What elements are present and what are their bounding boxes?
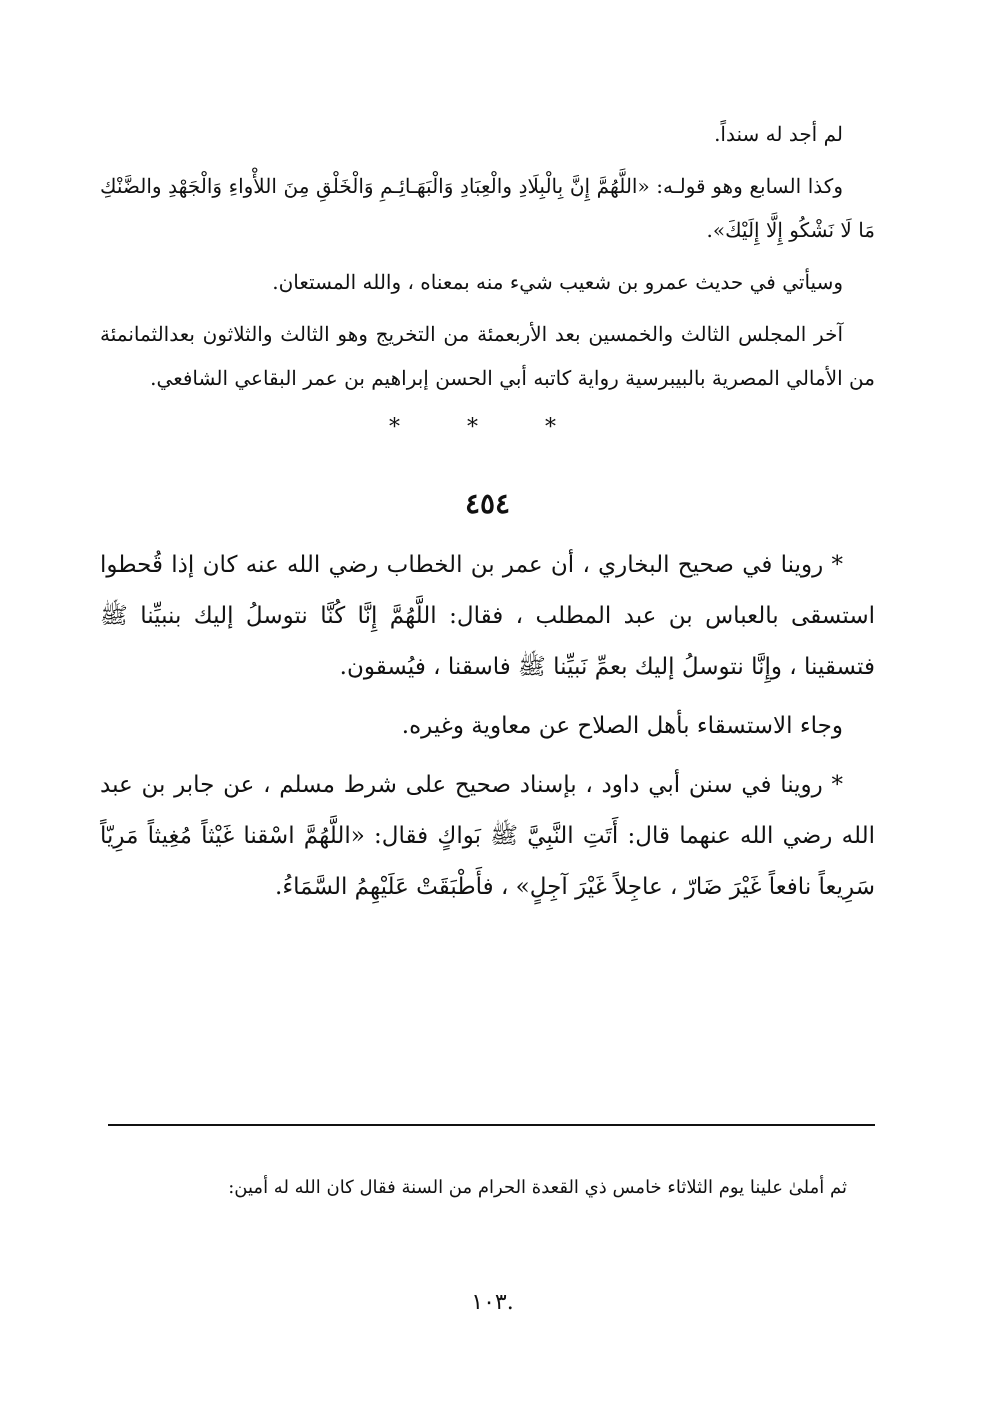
lower-text-block xyxy=(100,540,875,913)
footnote-divider xyxy=(108,1124,875,1126)
paragraph-session-colophon: آخر المجلس الثالث والخمسين بعد الأربعمئة من التخريج وهو الثالث والثلاثون بعدالثمانمئة من الأمالي المصرية بالبيبرسية رواية كاتبه أبي الحسن إبراهيم بن عمر البقاعي الشافعي. xyxy=(100,322,875,390)
footnote-text: ثم أملىٰ علينا يوم الثلاثاء خامس ذي القعدة الحرام من السنة فقال كان الله له أمين: xyxy=(228,1177,847,1198)
paragraph-amr-hadith-reference: وسيأتي في حديث عمرو بن شعيب شيء منه بمعناه ، والله المستعان. xyxy=(272,270,843,294)
footnote xyxy=(100,1170,875,1206)
section-separator: * * * xyxy=(389,415,586,440)
paragraph-no-sanad: لم أجد له سنداً. xyxy=(714,122,843,146)
upper-text-block xyxy=(100,112,875,400)
paragraph-bukhari-hadith: * روينا في صحيح البخاري ، أن عمر بن الخطاب رضي الله عنه كان إذا قُحطوا استسقى بالعباس بن عبد المطلب ، فقال: اللَّهُمَّ إِنَّا كُنَّا نتوسلُ إليك بنبيِّنا ﷺ فتسقينا ، وإِنَّا نتوسلُ إليك بعمِّ نَبيِّنا ﷺ فاسقنا ، فيُسقون. xyxy=(100,552,875,680)
section-number: ٤٥٤ xyxy=(464,487,511,520)
page-body xyxy=(100,112,875,921)
page-number: .١٠٣ xyxy=(471,1290,514,1315)
paragraph-abu-dawud-hadith: * روينا في سنن أبي داود ، بإسناد صحيح على شرط مسلم ، عن جابر بن عبد الله رضي الله عنهما قال: أَتَتِ النَّبِيَّ ﷺ بَواكٍ فقال: «اللَّهُمَّ اسْقنا غَيْثاً مُغِيثاً مَرِيّاً سَرِيعاً نافعاً غَيْرَ ضَارّ ، عاجِلاً غَيْرَ آجِلٍ» ، فأَطْبَقَتْ عَلَيْهِمُ السَّمَاءُ. xyxy=(100,772,875,900)
paragraph-seventh-dua: وكذا السابع وهو قولـه: «اللَّهُمَّ إِنَّ بِالْبِلَادِ والْعِبَادِ وَالْبَهَـائِـمِ وَالْخَلْقِ مِنَ اللأْواءِ وَالْجَهْدِ والضَّنْكِ مَا لَا نَشْكُو إِلَّا إِلَيْكَ». xyxy=(100,174,875,242)
paragraph-muawiya-note: وجاء الاستسقاء بأهل الصلاح عن معاوية وغيره. xyxy=(401,713,843,739)
